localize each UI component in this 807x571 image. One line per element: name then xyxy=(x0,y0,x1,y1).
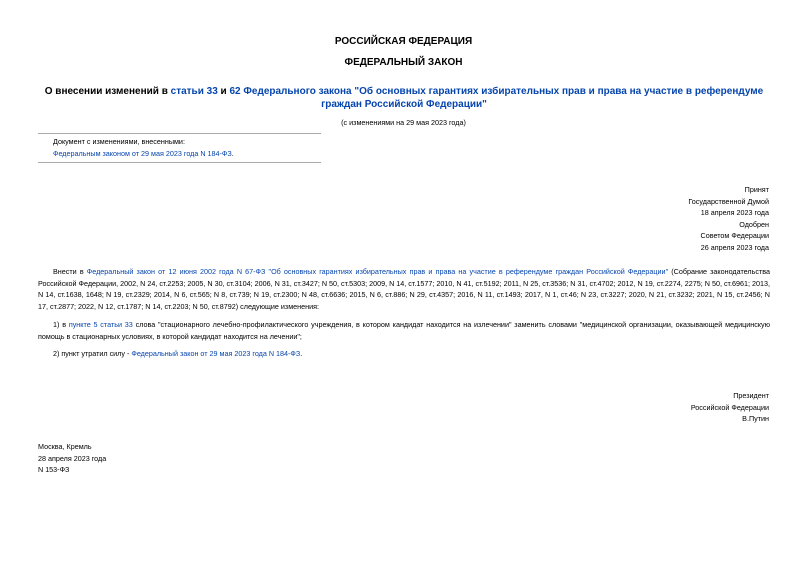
body-paragraph-3 xyxy=(38,348,770,360)
p2-rest: слова "стационарного лечебно-профилактического учреждения, в котором кандидат находится на излечении" заменить словами "медицинской организации, оказывающей медицинскую помощь в стационарных условиях, в которой кандидат находится на лечении"; xyxy=(38,320,770,341)
adopted-by: Государственной Думой xyxy=(688,196,769,206)
law-type-heading: ФЕДЕРАЛЬНЫЙ ЗАКОН xyxy=(344,57,463,68)
signature-name: В.Путин xyxy=(742,414,769,423)
approved-by: Советом Федерации xyxy=(700,231,769,240)
title-prefix: О внесении изменений в xyxy=(44,86,171,97)
body-paragraph-1 xyxy=(38,266,770,312)
body-paragraph-2 xyxy=(38,319,770,342)
p2-prefix: 1) в xyxy=(53,320,69,329)
article-33-point-5-link[interactable]: пункте 5 статьи 33 xyxy=(68,320,133,329)
amendments-label: Документ с изменениями, внесенными: xyxy=(53,137,185,146)
amendments-box xyxy=(38,133,321,163)
approved-label: Одобрен xyxy=(739,219,769,229)
document-title xyxy=(38,85,770,111)
title-mid: и xyxy=(217,86,230,97)
amendments-line xyxy=(53,148,321,160)
amending-law-link[interactable]: Федеральным законом от 29 мая 2023 года N 184-ФЗ xyxy=(53,148,232,158)
title-link-article-62[interactable]: 62 Федерального закона "Об основных гарантиях избирательных прав и права на участие в референдуме граждан Российской Федерации" xyxy=(229,86,764,110)
country-heading: РОССИЙСКАЯ ФЕДЕРАЦИЯ xyxy=(334,36,473,47)
signature-block xyxy=(691,390,769,425)
p1-rest: (Собрание законодательства Российской Федерации, 2002, N 24, ст.2253; 2005, N 30, ст.3104; 2006, N 31, ст.3427; N 50, ст.5303; 2009, N 14, ст.1577; 2010, N 41, ст.5192; 2011, N 25, ст.3536; N 31, ст.4702; 2012, N 19, ст.2274, 2275; N 50, ст.6961; 2013, N 14, ст.1638, 1648; N 19, ст.2329; 2014, N 6, ст.565; N 8, ст.739; N 19, ст.2300; N 48, ст.6636; 2015, N 6, ст.886; N 29, ст.4357; 2016, N 11, ст.1493; 2017, N 1, ст.46; N 23, ст.3227; 2020, N 21, ст.3232; 2021, N 15, ст.2456; N 17, ст.2877; 2022, N 12, ст.1787; N 14, ст.2203; N 50, ст.8792) следующие изменения: xyxy=(38,267,770,311)
title-link-article-33[interactable]: статьи 33 xyxy=(170,86,218,97)
law-number: N 153-ФЗ xyxy=(38,465,70,474)
p3-end: . xyxy=(300,349,303,358)
signature-title: Президент xyxy=(733,391,769,400)
p1-prefix: Внести в xyxy=(53,267,87,276)
adopted-label: Принят xyxy=(744,185,769,194)
signature-country: Российской Федерации xyxy=(690,402,769,412)
law-184-fz-link[interactable]: Федеральный закон от 29 мая 2023 года N 184-ФЗ xyxy=(131,349,301,358)
approved-date: 26 апреля 2023 года xyxy=(700,242,769,252)
signing-date: 28 апреля 2023 года xyxy=(38,453,107,463)
adoption-block xyxy=(688,184,769,253)
p3-prefix: 2) пункт утратил силу - xyxy=(53,349,132,358)
signing-place: Москва, Кремль xyxy=(38,442,92,451)
amendment-date: (с изменениями на 29 мая 2023 года) xyxy=(341,118,466,127)
law-67-fz-link[interactable]: Федеральный закон от 12 июня 2002 года N 67-ФЗ "Об основных гарантиях избирательных прав и права на участие в референдуме граждан Российской Федерации" xyxy=(86,267,669,276)
footer-block xyxy=(38,441,106,476)
amending-law-end: . xyxy=(231,148,234,158)
adopted-date: 18 апреля 2023 года xyxy=(700,208,769,217)
